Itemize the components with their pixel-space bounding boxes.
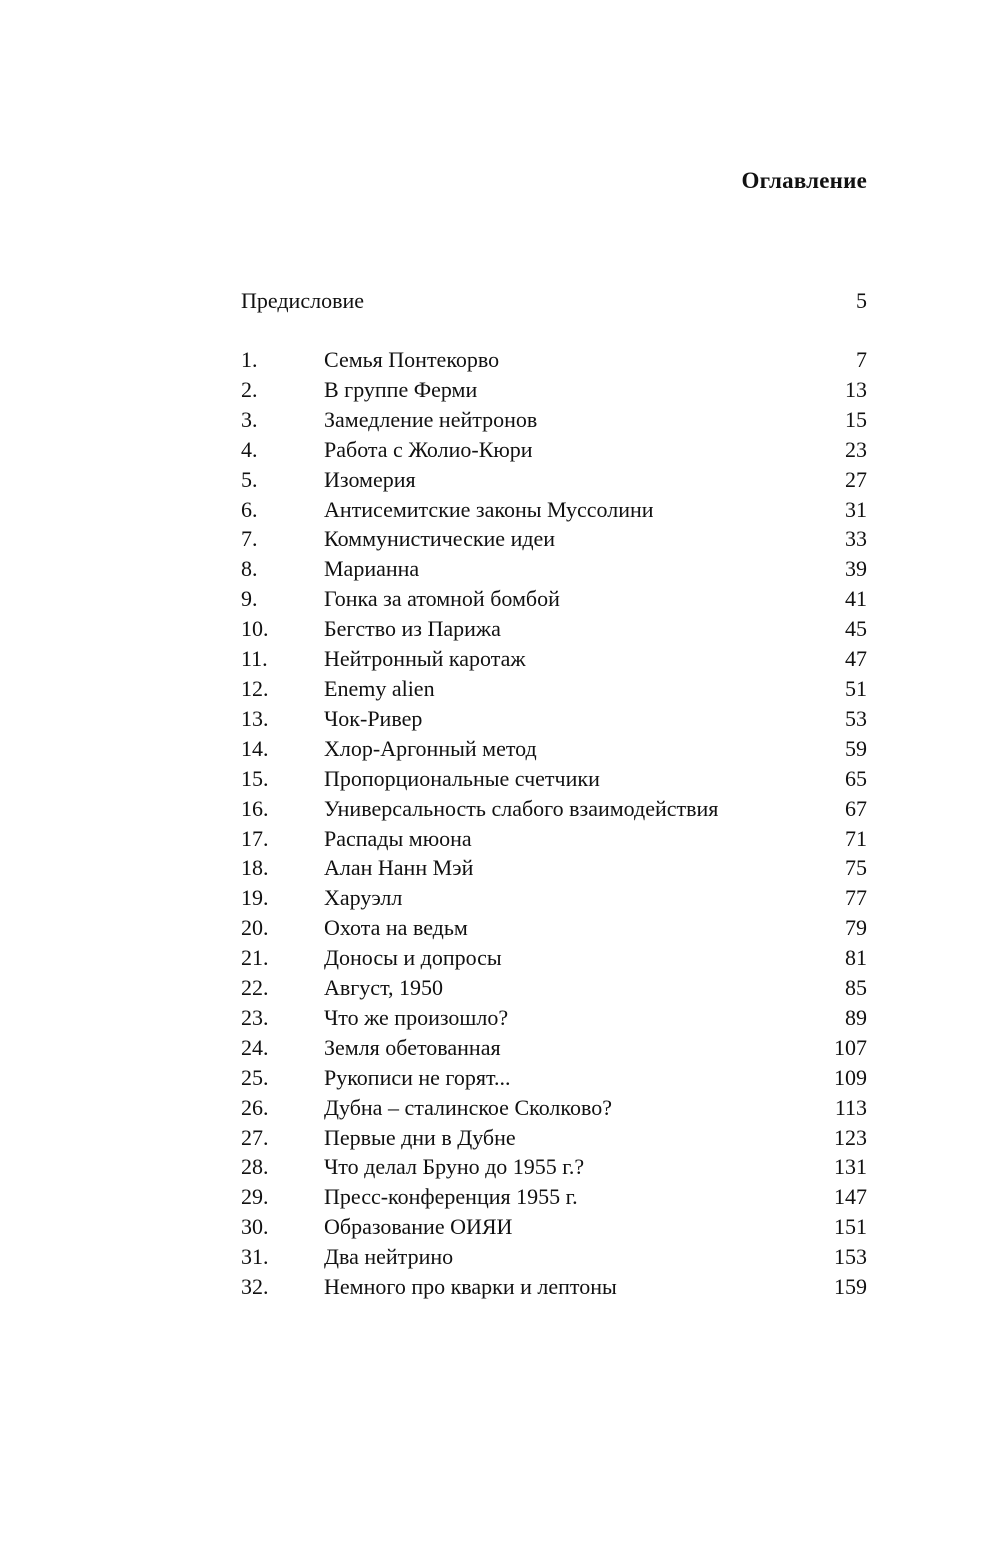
chapter-page: 59 (845, 735, 867, 761)
chapter-title: Земля обетованная (324, 1034, 501, 1060)
toc-entry (241, 1212, 867, 1242)
toc-entry (241, 1152, 867, 1182)
chapter-title: Харуэлл (324, 885, 403, 911)
toc-entry (241, 465, 867, 495)
chapter-title: Охота на ведьм (324, 915, 468, 941)
chapter-title: Пропорциональные счетчики (324, 765, 600, 791)
chapter-page: 131 (834, 1154, 867, 1180)
chapter-number: 1. (241, 347, 258, 372)
toc-entry (241, 405, 867, 435)
chapter-title: Нейтронный каротаж (324, 646, 526, 672)
chapter-title: Август, 1950 (324, 975, 444, 1001)
chapter-number: 16. (241, 795, 269, 821)
chapter-title: Что делал Бруно до 1955 г.? (324, 1154, 585, 1180)
toc-entry (241, 1063, 867, 1093)
chapter-page: 79 (845, 915, 867, 941)
chapter-number: 7. (241, 526, 258, 552)
chapter-title: Семья Понтекорво (324, 347, 500, 372)
chapter-page: 7 (856, 347, 867, 372)
chapter-number: 3. (241, 406, 258, 432)
page-title: Оглавление (741, 168, 867, 193)
chapter-page: 23 (845, 436, 867, 462)
chapter-list (241, 345, 867, 1302)
chapter-title: Хлор-Аргонный метод (324, 735, 537, 761)
toc-entry (241, 913, 867, 943)
chapter-page: 67 (845, 795, 867, 821)
chapter-number: 10. (241, 616, 269, 642)
chapter-number: 25. (241, 1064, 269, 1090)
toc-entry (241, 883, 867, 913)
chapter-page: 27 (845, 466, 867, 492)
toc-entry (241, 644, 867, 674)
chapter-page: 65 (845, 765, 867, 791)
chapter-number: 2. (241, 376, 258, 402)
chapter-title: Чок-Ривер (324, 705, 423, 731)
toc-entry (241, 375, 867, 405)
toc-entry (241, 435, 867, 465)
chapter-number: 24. (241, 1034, 269, 1060)
chapter-title: Распады мюона (324, 825, 472, 851)
chapter-number: 21. (241, 945, 269, 971)
toc-entry (241, 1093, 867, 1123)
chapter-number: 18. (241, 855, 269, 881)
toc-entry (241, 495, 867, 525)
toc-entry (241, 1123, 867, 1153)
chapter-title: Бегство из Парижа (324, 616, 501, 642)
chapter-page: 71 (845, 825, 867, 851)
chapter-number: 32. (241, 1274, 269, 1300)
toc-entry (241, 1182, 867, 1212)
chapter-title: Что же произошло? (324, 1004, 509, 1030)
toc-entry (241, 584, 867, 614)
chapter-number: 15. (241, 765, 269, 791)
chapter-number: 11. (241, 646, 268, 672)
chapter-page: 81 (845, 945, 867, 971)
chapter-number: 27. (241, 1124, 269, 1150)
chapter-number: 8. (241, 556, 258, 582)
chapter-page: 113 (834, 1094, 867, 1120)
chapter-title: Доносы и допросы (324, 945, 502, 971)
chapter-page: 31 (845, 496, 867, 522)
toc-entry-title: Предисловие (241, 288, 364, 313)
chapter-number: 13. (241, 705, 269, 731)
chapter-title: Изомерия (324, 466, 416, 492)
chapter-title: Марианна (324, 556, 420, 582)
chapter-title: Замедление нейтронов (324, 406, 538, 432)
table-of-contents (241, 283, 867, 1302)
chapter-number: 22. (241, 975, 269, 1001)
chapter-title: Универсальность слабого взаимодействия (324, 795, 719, 821)
toc-entry (241, 554, 867, 584)
chapter-page: 13 (845, 376, 867, 402)
toc-entry (241, 943, 867, 973)
toc-entry (241, 345, 867, 375)
chapter-number: 31. (241, 1244, 269, 1270)
chapter-title: Первые дни в Дубне (324, 1124, 516, 1150)
chapter-title: В группе Ферми (324, 376, 478, 402)
chapter-page: 75 (845, 855, 867, 881)
chapter-page: 53 (845, 705, 867, 731)
chapter-page: 159 (834, 1274, 867, 1300)
chapter-title: Образование ОИЯИ (324, 1214, 513, 1240)
toc-entry (241, 824, 867, 854)
chapter-page: 123 (834, 1124, 867, 1150)
chapter-title: Антисемитские законы Муссолини (324, 496, 654, 522)
toc-entry-preface (241, 283, 867, 319)
chapter-page: 41 (845, 586, 867, 612)
chapter-page: 39 (845, 556, 867, 582)
chapter-title: Дубна – сталинское Сколково? (324, 1094, 612, 1120)
chapter-number: 29. (241, 1184, 269, 1210)
chapter-title: Коммунистические идеи (324, 526, 556, 552)
toc-entry (241, 973, 867, 1003)
toc-entry (241, 1003, 867, 1033)
toc-entry (241, 794, 867, 824)
chapter-title: Алан Нанн Мэй (324, 855, 474, 881)
chapter-number: 5. (241, 466, 258, 492)
chapter-number: 28. (241, 1154, 269, 1180)
toc-entry (241, 1033, 867, 1063)
chapter-page: 107 (834, 1034, 867, 1060)
toc-entry-page: 5 (856, 288, 867, 313)
toc-entry (241, 734, 867, 764)
chapter-page: 153 (834, 1244, 867, 1270)
toc-entry (241, 1272, 867, 1302)
chapter-number: 23. (241, 1004, 269, 1030)
chapter-title: Два нейтрино (324, 1244, 454, 1270)
toc-entry (241, 1242, 867, 1272)
chapter-number: 4. (241, 436, 258, 462)
chapter-number: 14. (241, 735, 269, 761)
chapter-title: Гонка за атомной бомбой (324, 586, 560, 612)
chapter-number: 12. (241, 675, 269, 701)
chapter-page: 89 (845, 1004, 867, 1030)
chapter-title: Работа с Жолио-Кюри (324, 436, 533, 462)
chapter-title: Немного про кварки и лептоны (324, 1274, 617, 1300)
chapter-title: Рукописи не горят... (324, 1064, 511, 1090)
chapter-page: 15 (845, 406, 867, 432)
chapter-title: Пресс-конференция 1955 г. (324, 1184, 578, 1210)
chapter-page: 85 (845, 975, 867, 1001)
chapter-number: 6. (241, 496, 258, 522)
toc-entry (241, 704, 867, 734)
chapter-page: 45 (845, 616, 867, 642)
chapter-number: 19. (241, 885, 269, 911)
chapter-number: 20. (241, 915, 269, 941)
toc-entry (241, 524, 867, 554)
chapter-page: 147 (834, 1184, 867, 1210)
chapter-page: 33 (845, 526, 867, 552)
chapter-page: 151 (834, 1214, 867, 1240)
chapter-page: 77 (845, 885, 867, 911)
toc-entry (241, 764, 867, 794)
chapter-page: 47 (845, 646, 867, 672)
chapter-title: Enemy alien (324, 675, 435, 701)
chapter-number: 17. (241, 825, 269, 851)
toc-entry (241, 853, 867, 883)
chapter-page: 109 (834, 1064, 867, 1090)
chapter-page: 51 (845, 675, 867, 701)
chapter-number: 30. (241, 1214, 269, 1240)
toc-entry (241, 674, 867, 704)
toc-entry (241, 614, 867, 644)
chapter-number: 9. (241, 586, 258, 612)
chapter-number: 26. (241, 1094, 269, 1120)
